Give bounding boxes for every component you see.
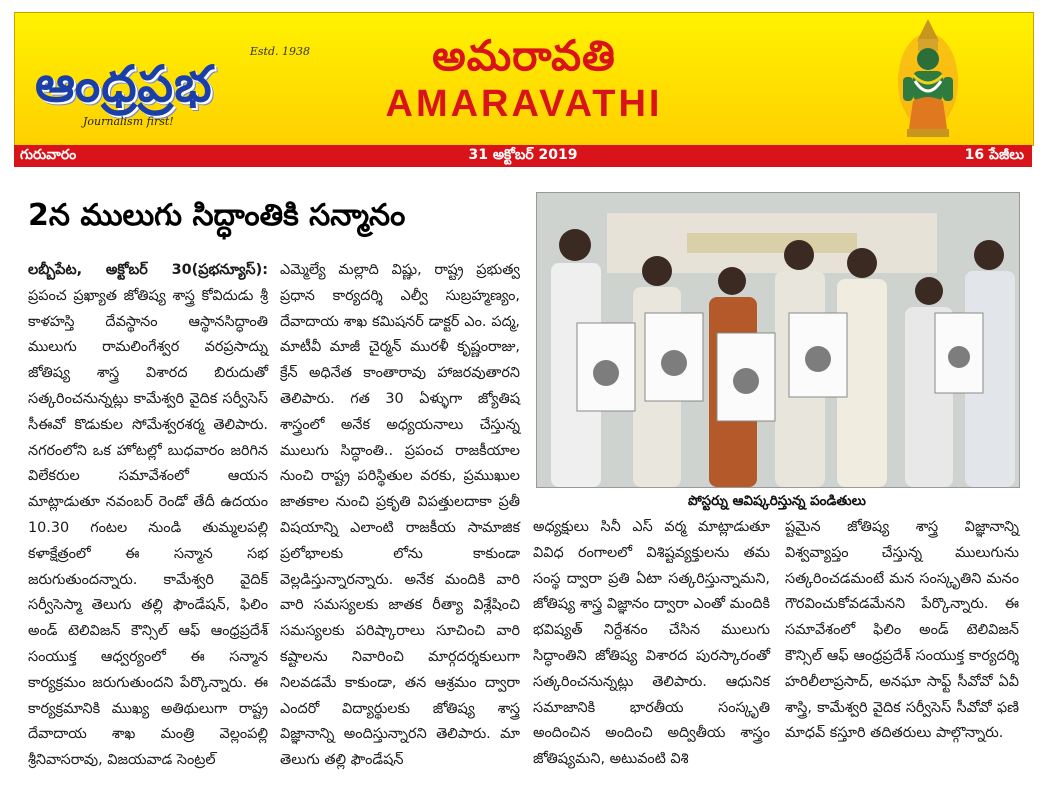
issue-day: గురువారం	[20, 147, 77, 163]
article-column-1	[28, 258, 268, 774]
edition-name-telugu: అమరావతి	[432, 31, 616, 80]
article-column-3-text: అధ్యక్షులు సినీ ఎస్ వర్మ మాట్లాడుతూ వివిధ రంగాలలో విశిష్టవ్యక్తులను తమ సంస్థ ద్వారా ప్రతి ఏటా సత్కరిస్తున్నామని, జోతిష్య శాస్త్ర విజ్ఞానం ద్వారా ఎంతో మందికి భవిష్యత్ నిర్దేశనం చేసిన ములుగు సిద్ధాంతిని జోతిష్య విశారద పురస్కారంతో సత్కరించనున్నట్లు తెలిపారు. ఆధునిక సమాజానికి భారతీయ సంస్కృతి అందించిన అందించి అద్వితీయ శాస్త్రం జోతిష్యమని, అటువంటి విశి	[533, 519, 770, 768]
edition-name-english: AMARAVATHI	[385, 83, 663, 125]
issue-pages: 16 పేజీలు	[964, 147, 1024, 163]
logo-wordmark: ఆంధ్రప్రభ	[35, 55, 213, 113]
issue-date: 31 అక్టోబర్ 2019	[468, 147, 578, 163]
article-column-3	[533, 515, 770, 773]
logo-tagline: Journalism first!	[83, 115, 174, 128]
article-column-2	[280, 258, 520, 774]
article-column-2-text: ఎమ్మెల్యే మల్లాది విష్ణు, రాష్ట్ర ప్రభుత్వ ప్రధాన కార్యదర్శి ఎల్వీ సుబ్రహ్మణ్యం, దేవాదాయ శాఖ కమిషనర్ డాక్టర్ ఎం. పద్మ, మాటీవీ మాజీ చైర్మన్ మురళీ కృష్ణంరాజు, క్రేన్ అధినేత కాంతారావు హాజరవుతారని తెలిపారు. గత 30 ఏళ్ళుగా జ్యోతిష శాస్త్రంలో అనేక అధ్యయనాలు చేస్తున్న ములుగు సిద్ధాంతి.. ప్రపంచ రాజకీయాల నుంచి రాష్ట్ర పరిస్థితుల వరకు, ప్రముఖుల జాతకాల నుంచి ప్రకృతి విపత్తులదాకా ప్రతీ విషయాన్ని ఎలాంటి రాజకీయ సామాజిక ప్రలోభాలకు లోను కాకుండా వెల్లడిస్తున్నారన్నారు. అనేక మందికి వారి వారి సమస్యలకు జాతక రీత్యా విశ్లేషించి సమస్యలకు పరిష్కారాలు సూచించి వారి కష్టాలను నివారించి మార్గదర్శకులుగా నిలవడమే కాకుండా, తన ఆశ్రమం ద్వారా ఎందరో విద్యార్థులకు జోతిష్య శాస్త్ర విజ్ఞానాన్ని అందిస్తున్నారని తెలిపారు. మా తెలుగు తల్లి ఫౌండేషన్	[280, 262, 520, 769]
article-column-4-text: ష్టమైన జోతిష్య శాస్త్ర విజ్ఞానాన్ని విశ్వవ్యాప్తం చేస్తున్న ములుగును సత్కరించడమంటే మన సంస్కృతిని మనం గౌరవించుకోవడమేనని పేర్కొన్నారు. ఈ సమావేశంలో ఫిలిం అండ్ టెలివిజన్ కౌన్సిల్ ఆఫ్ ఆంధ్రప్రదేశ్ సంయుక్త కార్యదర్శి హరిలీలాప్రసాద్, అనఘా సాఫ్ట్ సీవోవో ఏవీ శాస్త్రి, కామేశ్వరి వైదిక సర్వీసెస్ సీవోవో ఫణి మాధవ్ కస్తూరి తదితరులు పాల్గొన్నారు.	[785, 519, 1019, 742]
date-strip	[14, 145, 1032, 167]
article-dateline: లబ్బీపేట, అక్టోబర్ 30(ప్రభన్యూస్):	[28, 262, 268, 278]
article-column-1-text: ప్రపంచ ప్రఖ్యాత జోతిష్య శాస్త్ర కోవిదుడు శ్రీ కాళహస్తి దేవస్థానం ఆస్థానసిద్ధాంతి ములుగు రామలింగేశ్వర వరప్రసాద్ను జోతిష్య శాస్త్ర విశారద బిరుదుతో సత్కరించనున్నట్లు కామేశ్వరి వైదిక సర్వీసెస్ సీఈవో కొడుకుల సోమేశ్వరశర్మ తెలిపారు. నగరంలోని ఒక హోటల్లో బుధవారం జరిగిన విలేకరుల సమావేశంలో ఆయన మాట్లాడుతూ నవంబర్ రెండో తేదీ ఉదయం 10.30 గంటల నుండి తుమ్మలపల్లి కళాక్షేత్రంలో ఈ సన్మాన సభ జరుగుతుందన్నారు. కామేశ్వరి వైదిక్ సర్వీసెస్మా తెలుగు తల్లి ఫౌండేషన్, ఫిలిం అండ్ టెలివిజన్ కౌన్సిల్ ఆఫ్ ఆంధ్రప్రదేశ్ సంయుక్త ఆధ్వర్యంలో ఈ సన్మాన కార్యక్రమం జరుగుతుందని పేర్కొన్నారు. ఈ కార్యక్రమానికి ముఖ్య అతిథులుగా రాష్ట్ర దేవాదాయ శాఖ మంత్రి వెల్లంపల్లి శ్రీనివాసరావు, విజయవాడ సెంట్రల్	[28, 287, 268, 769]
deity-illustration-icon	[883, 17, 973, 141]
photo-caption: పోస్టర్ను ఆవిష్కరిస్తున్న పండితులు	[688, 493, 866, 509]
event-photo-image	[537, 193, 1019, 487]
article-column-4	[785, 515, 1019, 747]
masthead	[14, 12, 1034, 146]
logo-established: Estd. 1938	[249, 45, 310, 58]
article-photo[interactable]	[536, 192, 1020, 488]
article-headline: 2న ములుగు సిద్ధాంతికి సన్మానం	[28, 198, 406, 233]
